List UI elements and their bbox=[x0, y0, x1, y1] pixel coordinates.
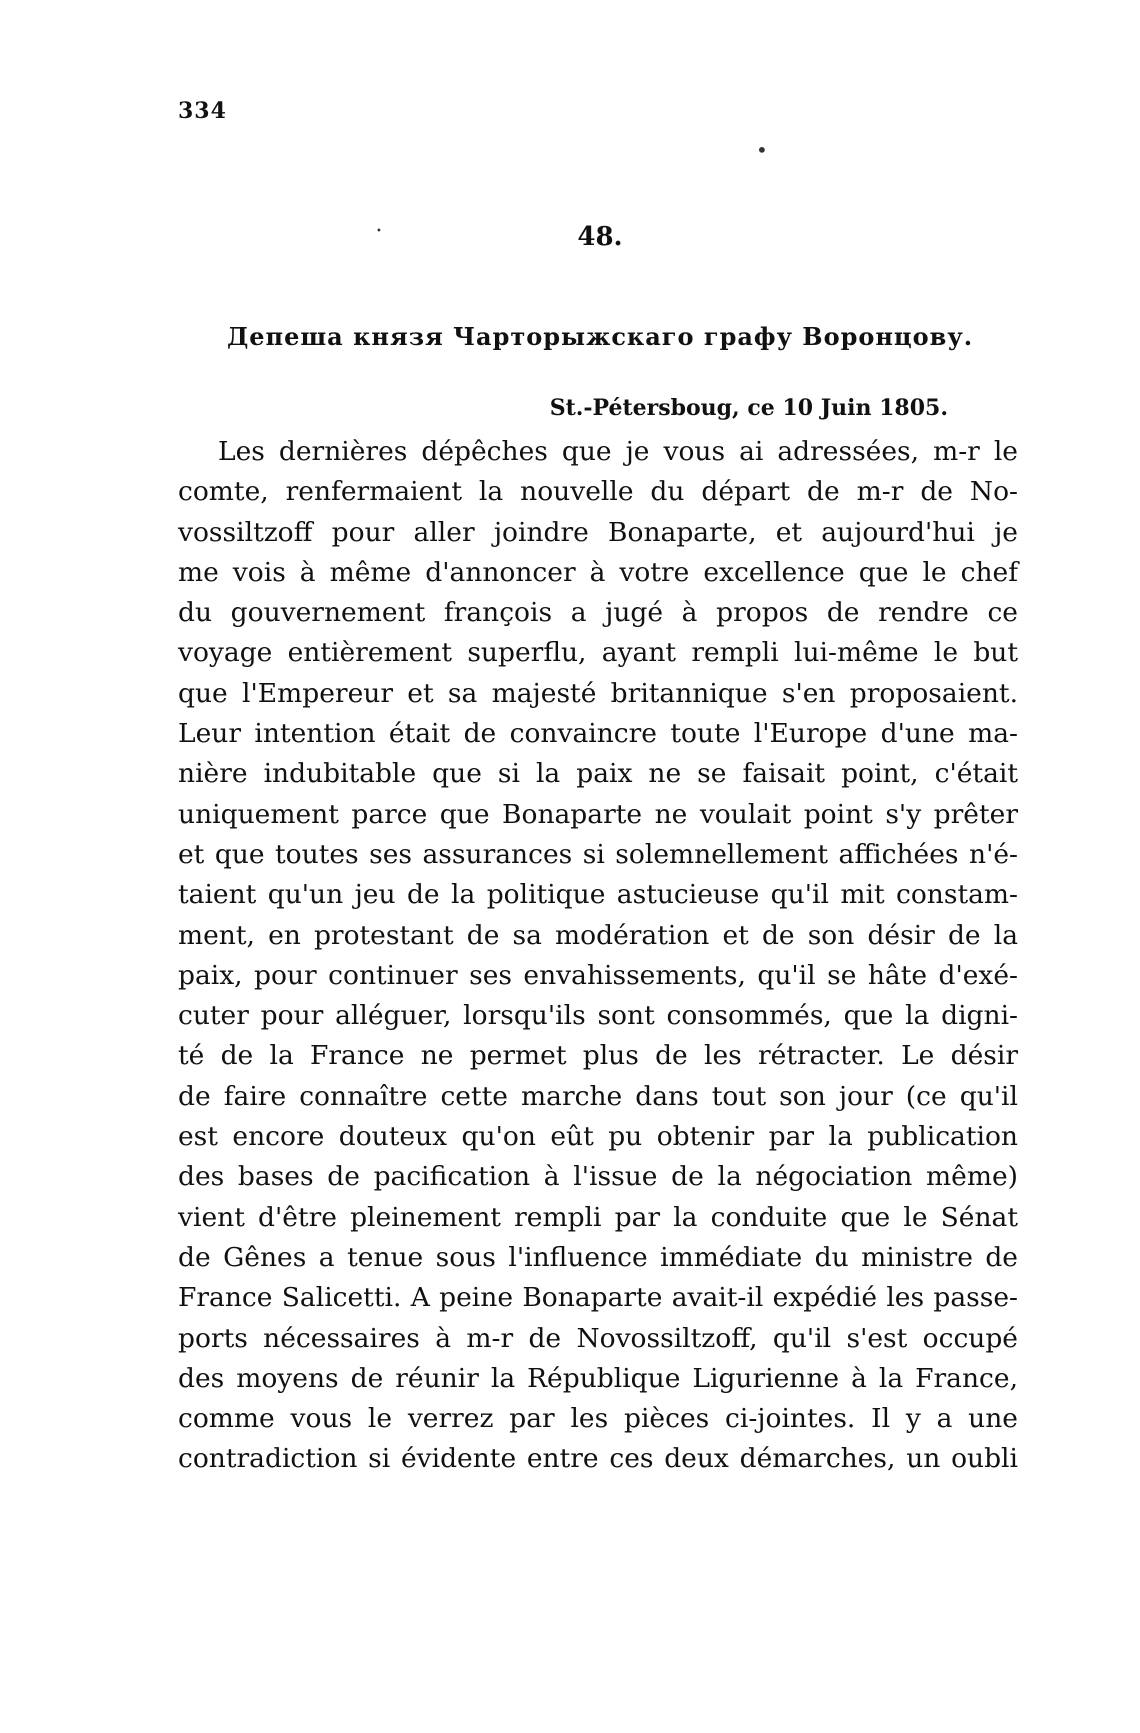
text-line: uniquement parce que Bonaparte ne voulait point s'y prêter bbox=[178, 798, 1018, 830]
text-line: ports nécessaires à m-r de Novossiltzoff, qu'il s'est occupé bbox=[178, 1322, 1018, 1354]
text-line: de faire connaître cette marche dans tout son jour (ce qu'il bbox=[178, 1080, 1018, 1112]
document-number: 48. bbox=[577, 222, 623, 252]
print-speck: • bbox=[756, 138, 768, 162]
text-line: vossiltzoff pour aller joindre Bonaparte, et aujourd'hui je bbox=[178, 516, 1018, 548]
document-title: Депеша князя Чарторыжскаго графу Воронцову. bbox=[226, 322, 974, 351]
text-line: voyage entièrement superflu, ayant rempli lui-même le but bbox=[178, 637, 1018, 669]
text-line: Leur intention était de convaincre toute l'Europe d'une ma- bbox=[178, 718, 1018, 750]
text-line: vient d'être pleinement rempli par la conduite que le Sénat bbox=[178, 1201, 1018, 1233]
text-line: cuter pour alléguer, lorsqu'ils sont consommés, que la digni- bbox=[178, 1000, 1018, 1032]
text-line: que l'Empereur et sa majesté britannique s'en proposaient. bbox=[178, 677, 1018, 709]
text-line: des bases de pacification à l'issue de la négociation même) bbox=[178, 1161, 1018, 1193]
letter-body bbox=[178, 432, 1018, 1480]
dateline: St.-Pétersboug, ce 10 Juin 1805. bbox=[549, 395, 948, 421]
text-line: de Gênes a tenue sous l'influence immédiate du ministre de bbox=[178, 1241, 1018, 1273]
text-line: Les dernières dépêches que je vous ai adressées, m-r le bbox=[218, 436, 1018, 467]
text-line: contradiction si évidente entre ces deux démarches, un oubli bbox=[178, 1443, 1018, 1475]
text-line: ment, en protestant de sa modération et de son désir de la bbox=[178, 919, 1018, 951]
text-line: té de la France ne permet plus de les rétracter. Le désir bbox=[178, 1040, 1018, 1072]
text-line: paix, pour continuer ses envahissements, qu'il se hâte d'exé- bbox=[178, 959, 1018, 991]
text-line: me vois à même d'annoncer à votre excellence que le chef bbox=[178, 556, 1018, 588]
text-line: du gouvernement françois a jugé à propos de rendre ce bbox=[178, 597, 1018, 629]
text-line: nière indubitable que si la paix ne se faisait point, c'était bbox=[178, 758, 1018, 790]
text-line: taient qu'un jeu de la politique astucieuse qu'il mit constam- bbox=[178, 879, 1018, 911]
text-line: est encore douteux qu'on eût pu obtenir par la publication bbox=[178, 1121, 1018, 1153]
text-line: comme vous le verrez par les pièces ci-jointes. Il y a une bbox=[178, 1403, 1018, 1435]
text-line: et que toutes ses assurances si solemnellement affichées n'é- bbox=[178, 838, 1018, 870]
text-line: des moyens de réunir la République Ligurienne à la France, bbox=[178, 1362, 1018, 1394]
text-line: France Salicetti. A peine Bonaparte avait-il expédié les passe- bbox=[178, 1282, 1018, 1314]
page-number: 334 bbox=[178, 98, 227, 124]
text-line: comte, renfermaient la nouvelle du départ de m-r de No- bbox=[178, 476, 1018, 508]
print-speck: • bbox=[376, 226, 382, 237]
